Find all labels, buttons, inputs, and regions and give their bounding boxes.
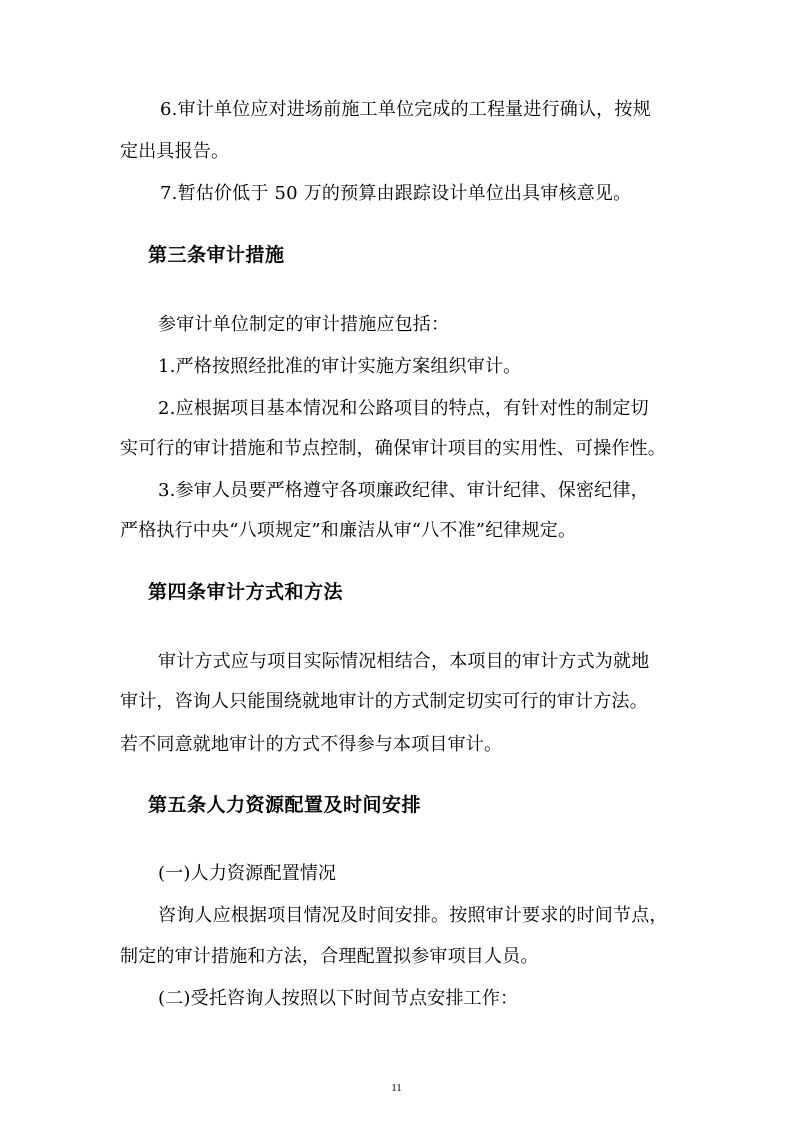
section-4-line-3: 若不同意就地审计的方式不得参与本项目审计。	[120, 734, 503, 755]
section-5-sub-1-line-2: 制定的审计措施和方法，合理配置拟参审项目人员。	[120, 946, 539, 967]
section-5-heading: 第五条人力资源配置及时间安排	[148, 794, 422, 816]
section-5-sub-1-title: (一)人力资源配置情况	[158, 863, 337, 884]
section-5-sub-2-title: (二)受托咨询人按照以下时间节点安排工作：	[158, 988, 519, 1009]
section-3-item-2-line-1: 2.应根据项目基本情况和公路项目的特点，有针对性的制定切	[158, 398, 649, 419]
item-7-line-1: 7.暂估价低于 50 万的预算由跟踪设计单位出具审核意见。	[160, 183, 632, 204]
section-3-item-3-line-2: 严格执行中央“八项规定”和廉洁从审“八不准”纪律规定。	[120, 520, 577, 541]
section-4-heading: 第四条审计方式和方法	[148, 581, 344, 603]
page-number: 11	[391, 1082, 402, 1094]
section-3-item-2-line-2: 实可行的审计措施和节点控制，确保审计项目的实用性、可操作性。	[120, 438, 666, 459]
section-3-intro: 参审计单位制定的审计措施应包括：	[158, 314, 450, 335]
section-4-line-2: 审计，咨询人只能围绕就地审计的方式制定切实可行的审计方法。	[120, 691, 648, 712]
item-6-line-1: 6.审计单位应对进场前施工单位完成的工程量进行确认，按规	[160, 99, 651, 120]
section-3-item-3-line-1: 3.参审人员要严格遵守各项廉政纪律、审计纪律、保密纪律，	[158, 480, 649, 501]
section-5-sub-1-line-1: 咨询人应根据项目情况及时间安排。按照审计要求的时间节点，	[158, 905, 668, 926]
section-4-line-1: 审计方式应与项目实际情况相结合，本项目的审计方式为就地	[158, 651, 650, 672]
item-6-line-2: 定出具报告。	[120, 141, 230, 162]
section-3-item-1-line-1: 1.严格按照经批准的审计实施方案组织审计。	[158, 356, 522, 377]
section-3-heading: 第三条审计措施	[148, 244, 285, 266]
